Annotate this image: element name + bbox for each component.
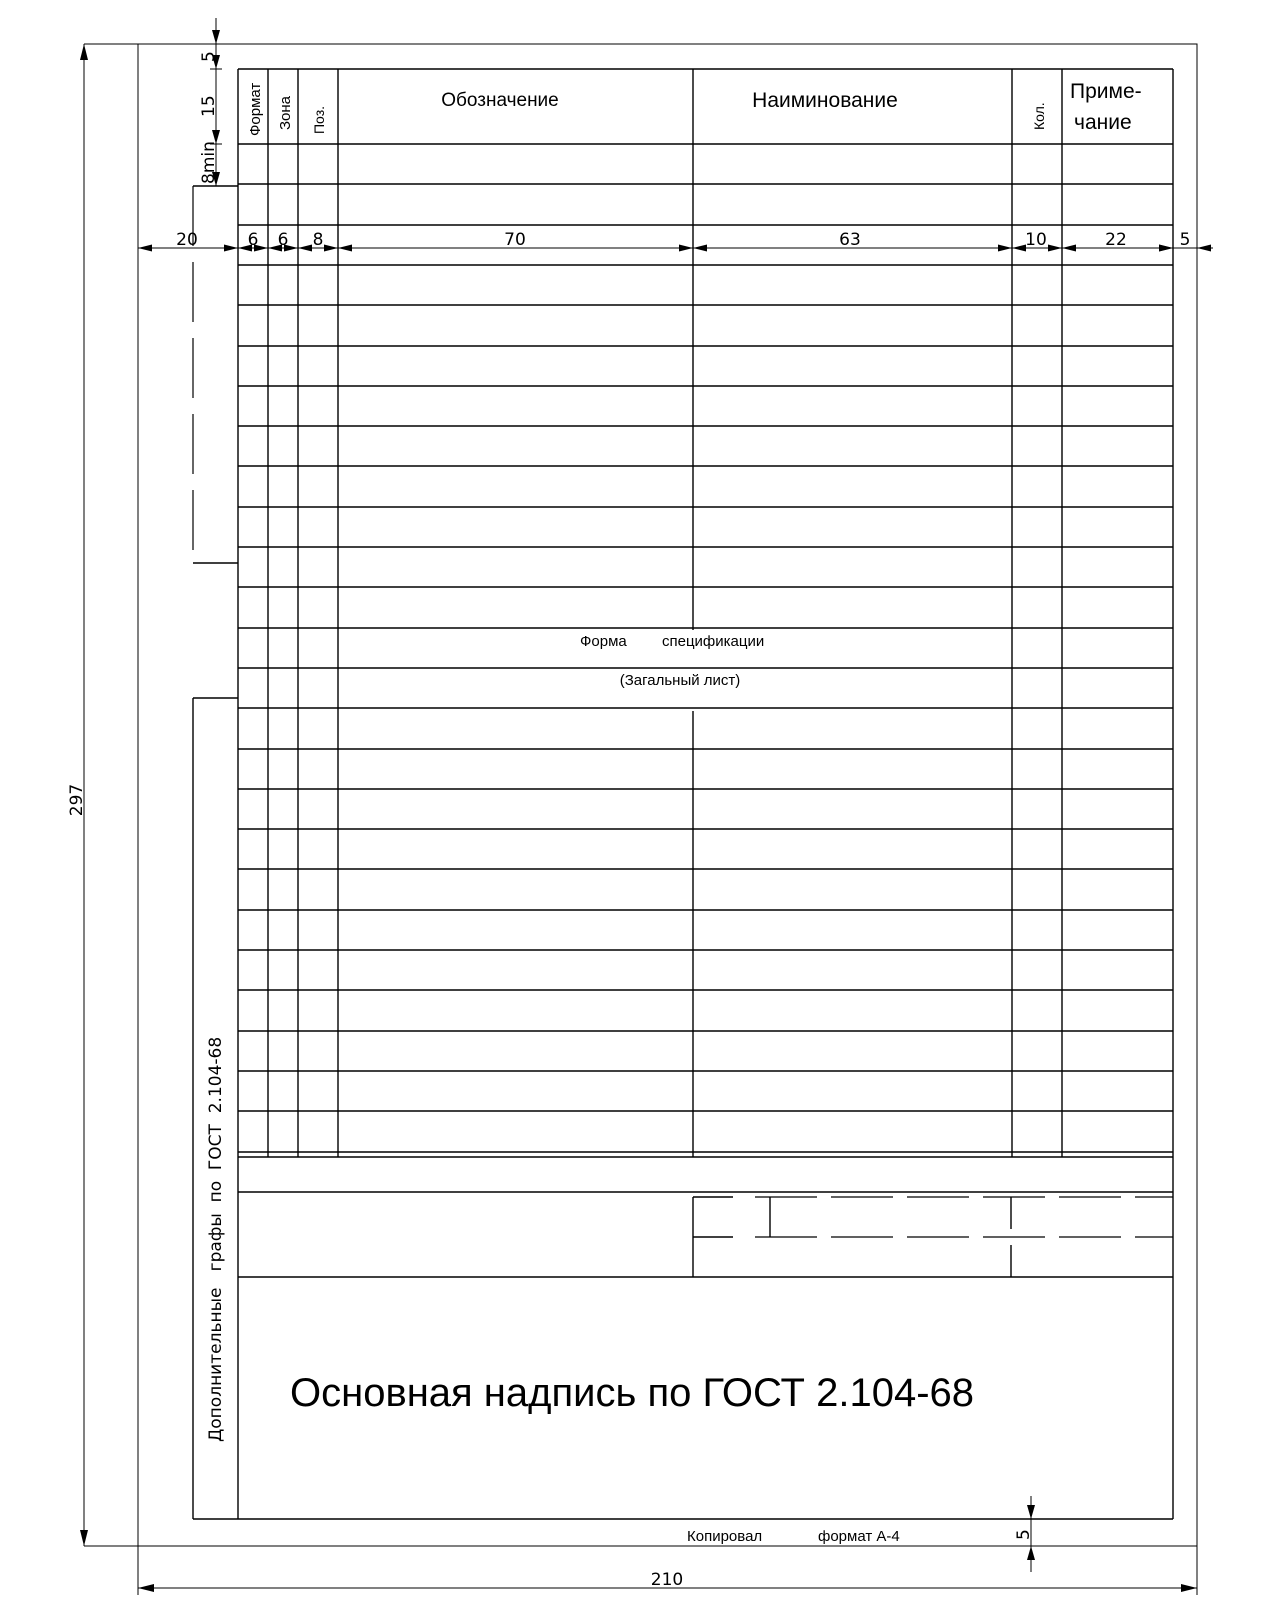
header-format: Формат [247,82,264,136]
side-label-additional-columns: Дополнительные графы по ГОСТ 2.104-68 [206,1036,226,1442]
dim-col-pos: 8 [312,230,324,250]
sheet-outline [138,44,1197,1546]
header-designation: Обозначение [441,90,559,111]
dimension-arrow [1012,245,1026,252]
header-name: Наиминование [752,89,898,112]
dimension-arrow [1159,245,1173,252]
dimension-arrow [1048,245,1062,252]
dim-col-name: 63 [839,230,861,250]
dim-bottom-margin: 5 [1014,1529,1034,1540]
center-label-spec: спецификации [662,633,765,650]
dim-col-zone: 6 [277,230,289,250]
dim-top-margin: 5 [199,51,219,62]
dim-row-min: 8min [199,141,219,184]
dim-left-margin: 20 [176,230,198,250]
table-rows [238,144,1173,1192]
dimension-arrow [324,245,338,252]
dimension-arrow [1197,245,1211,252]
dim-sheet-width: 210 [650,1570,684,1590]
sheet-height-dimension [80,44,138,1546]
dim-sheet-height: 297 [67,783,87,817]
dimension-arrow [1062,245,1076,252]
header-note-line2: чание [1074,111,1132,134]
dimension-arrow [693,245,707,252]
footer-copied: Копировал [687,1528,763,1545]
dimension-arrow [679,245,693,252]
title-block-frame [238,1157,1173,1277]
dim-right-margin: 5 [1179,230,1191,250]
dimension-arrow [298,245,312,252]
dim-col-note: 22 [1105,230,1127,250]
center-label-form: Форма [580,633,627,650]
dim-header-height: 15 [199,95,219,117]
dimension-arrow [138,245,152,252]
title-block-text: Основная надпись по ГОСТ 2.104-68 [290,1371,975,1415]
dimension-arrow [338,245,352,252]
footer-format: формат А-4 [818,1528,900,1545]
table-columns [268,69,1062,1157]
dimension-arrow [998,245,1012,252]
header-note-line1: Приме- [1070,80,1142,103]
header-pos: Поз. [311,106,327,134]
center-label-sheet: (Загальный лист) [619,672,741,689]
header-zone: Зона [277,95,294,130]
dim-col-format: 6 [247,230,259,250]
header-qty: Кол. [1031,102,1047,130]
drawing-frame [193,69,1173,1519]
dim-col-qty: 10 [1025,230,1047,250]
dim-col-designation: 70 [504,230,526,250]
dimension-arrow [224,245,238,252]
